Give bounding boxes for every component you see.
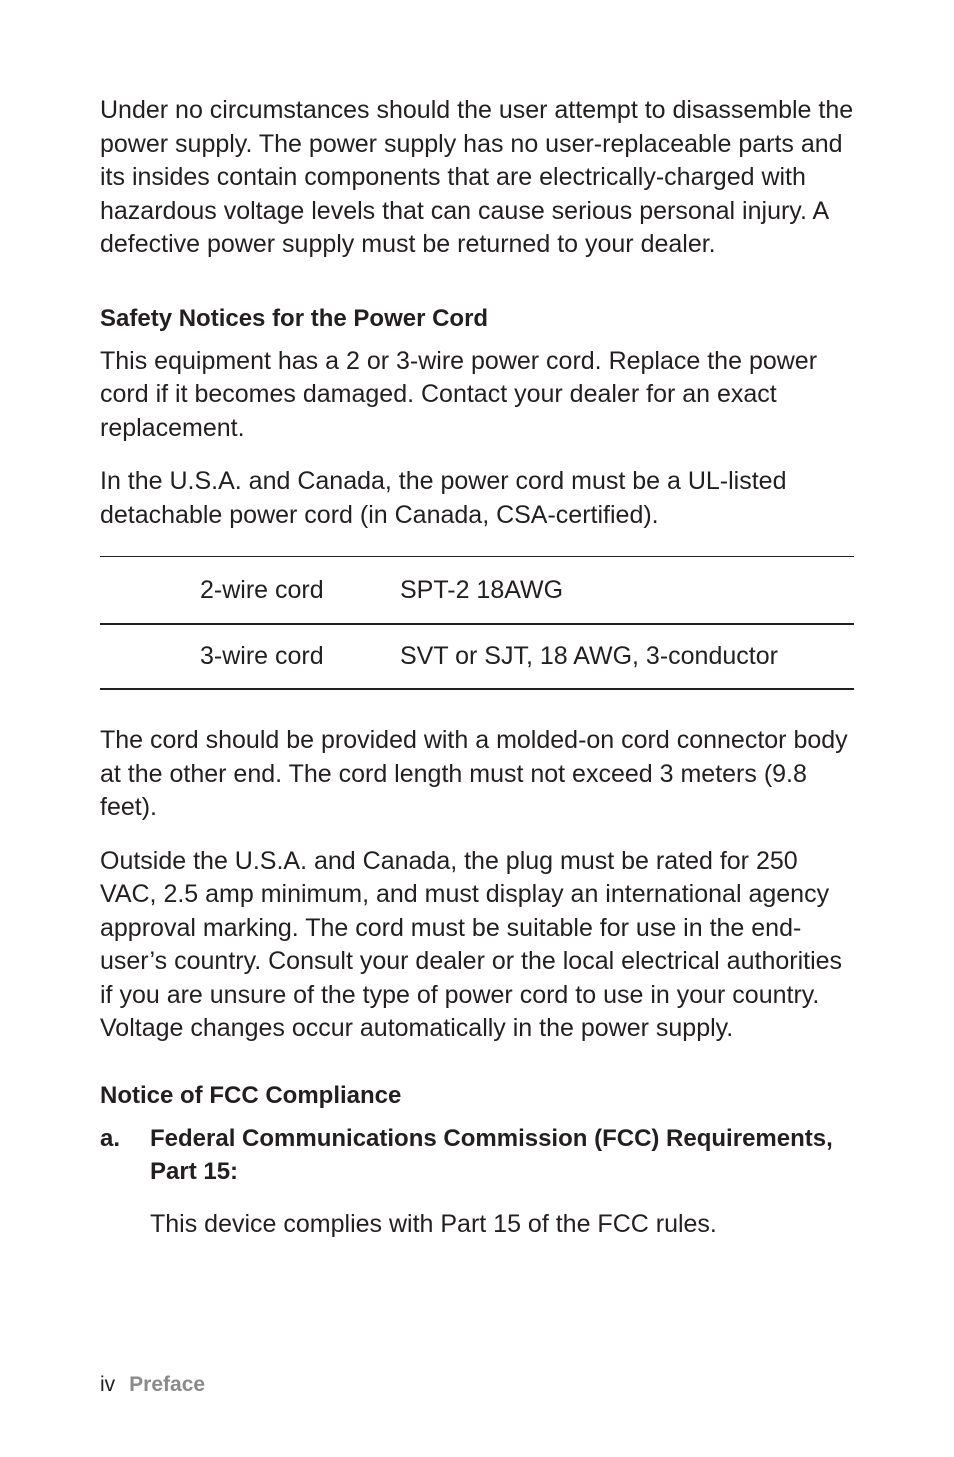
heading-power-cord-safety: Safety Notices for the Power Cord (100, 304, 489, 332)
page-content (100, 94, 856, 1241)
paragraph-power-supply-warning: Under no circumstances should the user attempt to disassemble the power supply. The power supply has no user-replaceable parts and its insides contain components that are electrically-charged with hazardous voltage levels that can cause serious personal injury. A defective power supply must be returned to your dealer. (100, 96, 854, 258)
paragraph-fcc-part15: This device complies with Part 15 of the FCC rules. (150, 1209, 717, 1238)
table-row (100, 557, 854, 625)
cord-spec-table (100, 556, 854, 690)
page-footer (100, 1371, 205, 1399)
table-row (100, 624, 854, 689)
cord-spec-cell: SVT or SJT, 18 AWG, 3-conductor (400, 624, 854, 689)
cord-type-cell: 3-wire cord (200, 624, 400, 689)
paragraph-outside-us-canada: Outside the U.S.A. and Canada, the plug must be rated for 250 VAC, 2.5 amp minimum, and must display an international agency approval marking. The cord must be suitable for use in the end-user’s country. Consult your dealer or the local electrical authorities if you are unsure of the type of power cord to use in your country. Voltage changes occur automatically in the power supply. (100, 846, 843, 1042)
paragraph-power-cord-info: This equipment has a 2 or 3-wire power cord. Replace the power cord if it becomes damaged. Contact your dealer for an exact replacement. (100, 346, 818, 442)
cord-type-cell: 2-wire cord (200, 557, 400, 625)
list-item (100, 1122, 856, 1189)
list-item-title: Federal Communications Commission (FCC) Requirements, Part 15: (150, 1124, 833, 1185)
section-name: Preface (129, 1373, 206, 1396)
list-marker: a. (100, 1124, 121, 1152)
heading-fcc-compliance: Notice of FCC Compliance (100, 1081, 402, 1109)
paragraph-us-canada-cord: In the U.S.A. and Canada, the power cord must be a UL-listed detachable power cord (in Canada, CSA-certified). (100, 467, 787, 529)
cord-spec-cell: SPT-2 18AWG (400, 557, 854, 625)
paragraph-cord-connector: The cord should be provided with a molded-on cord connector body at the other end. The cord length must not exceed 3 meters (9.8 feet). (100, 726, 848, 821)
page-number: iv (100, 1373, 116, 1396)
